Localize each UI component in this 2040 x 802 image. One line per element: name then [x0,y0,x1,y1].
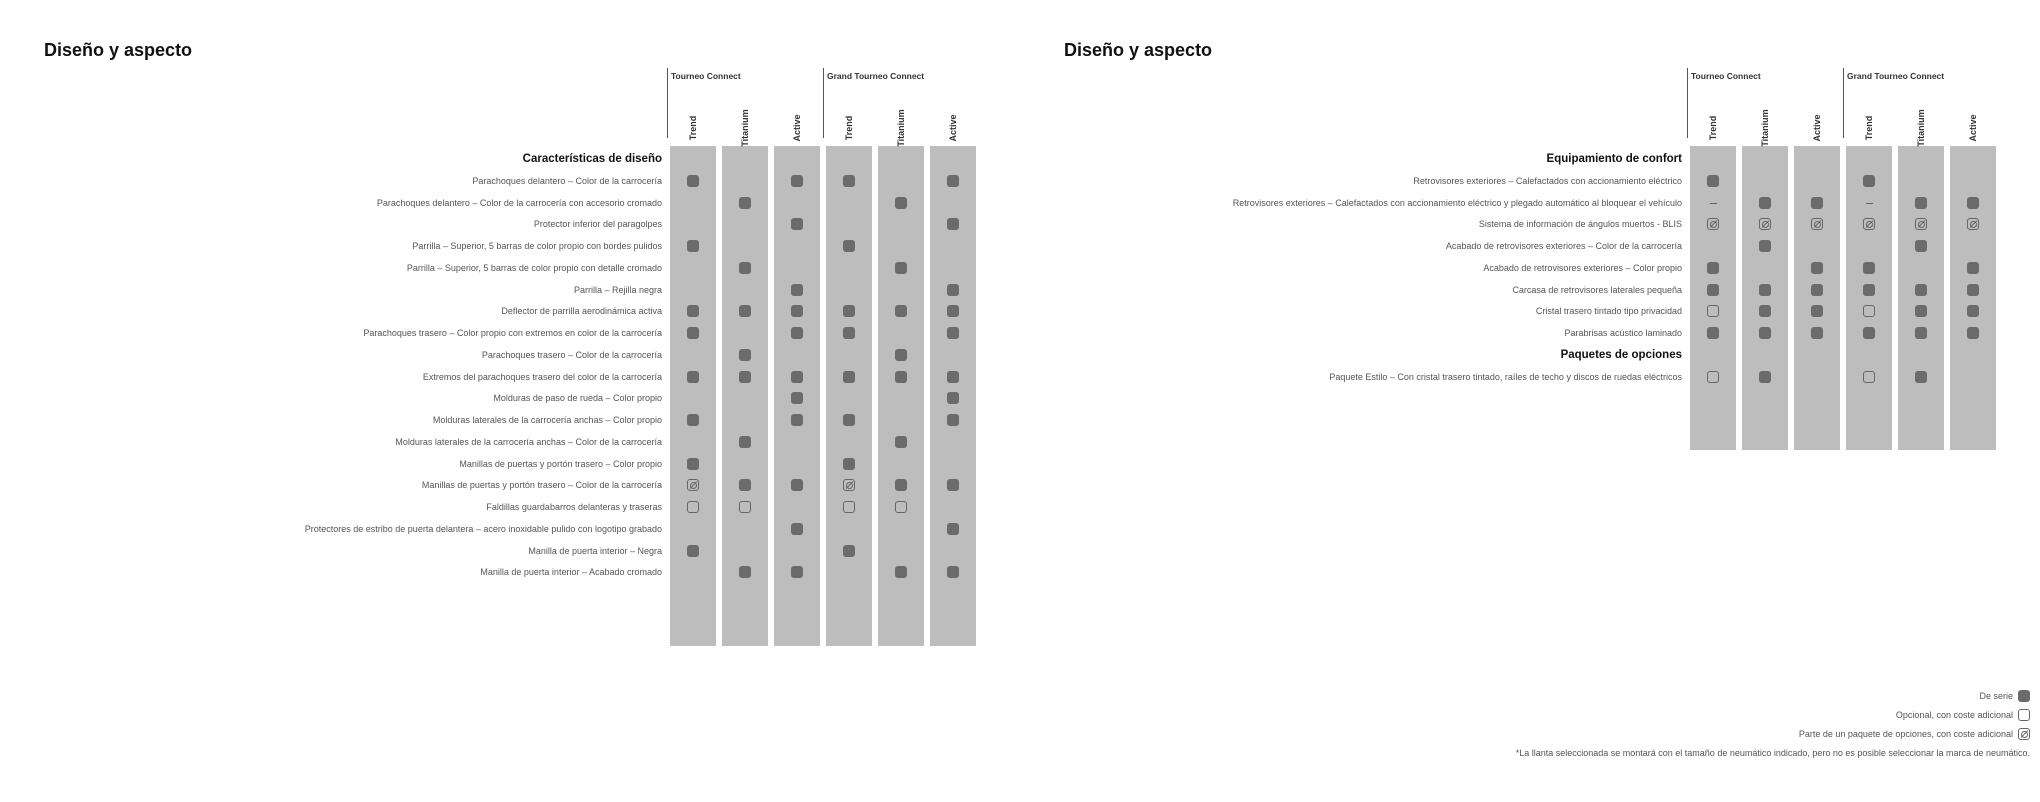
feature-label: Manillas de puertas y portón trasero – Color de la carrocería [421,480,662,491]
legend-standard-label: De serie [1979,691,2013,701]
feature-label: Manilla de puerta interior – Negra [528,545,662,556]
standard-icon [2018,690,2030,702]
standard-icon [895,262,907,274]
standard-icon [843,458,855,470]
standard-icon [687,458,699,470]
standard-icon [739,262,751,274]
standard-icon [1915,197,1927,209]
pack-icon [843,479,855,491]
standard-icon [1863,327,1875,339]
feature-label: Protector inferior del paragolpes [533,219,662,230]
trim-label: Active [948,114,958,142]
standard-icon [947,305,959,317]
optional-icon [2018,709,2030,721]
standard-icon [1967,197,1979,209]
standard-icon [895,436,907,448]
trim-label: Trend [844,115,854,141]
standard-icon [1967,305,1979,317]
pack-icon [2018,728,2030,740]
standard-icon [1967,327,1979,339]
standard-icon [895,479,907,491]
pack-icon [1915,218,1927,230]
group-label: Grand Tourneo Connect [1847,71,1945,81]
standard-icon [1759,305,1771,317]
standard-icon [843,175,855,187]
standard-icon [791,479,803,491]
standard-icon [1811,305,1823,317]
standard-icon [687,371,699,383]
standard-icon [895,305,907,317]
feature-label: Faldillas guardabarros delanteras y traseras [486,502,662,512]
group-label: Tourneo Connect [1691,71,1761,81]
standard-icon [1707,175,1719,187]
standard-icon [687,545,699,557]
standard-icon [947,392,959,404]
group-separator [823,68,824,138]
pack-icon [1811,218,1823,230]
feature-label: Molduras laterales de la carrocería anchas – Color de la carrocería [395,436,662,447]
standard-icon [1915,240,1927,252]
standard-icon [1707,284,1719,296]
standard-icon [739,349,751,361]
footnote: *La llanta seleccionada se montará con el tamaño de neumático indicado, pero no es posible seleccionar la marca de neumático. [1515,748,2030,758]
standard-icon [687,327,699,339]
standard-icon [947,371,959,383]
trim-column [1846,146,1892,450]
standard-icon [947,175,959,187]
standard-icon [1811,284,1823,296]
trim-label: Active [792,114,802,142]
feature-label: Molduras de paso de rueda – Color propio [493,393,662,404]
standard-icon [791,566,803,578]
trim-label: Trend [1864,115,1874,141]
standard-icon [791,284,803,296]
dash-icon [1710,203,1717,204]
standard-icon [739,479,751,491]
panel-right [1020,0,2030,802]
feature-label: Retrovisores exteriores – Calefactados con accionamiento eléctrico y plegado automático al bloquear el vehículo [1232,197,1682,208]
optional-icon [687,501,699,513]
standard-icon [1915,305,1927,317]
standard-icon [739,436,751,448]
optional-icon [739,501,751,513]
group-separator [1843,68,1844,138]
standard-icon [687,175,699,187]
trim-column [826,146,872,646]
standard-icon [843,371,855,383]
trim-label: Titanium [740,109,750,147]
section-heading: Características de diseño [522,153,662,165]
section-heading: Equipamiento de confort [1546,153,1682,165]
trim-label: Active [1968,114,1978,142]
standard-icon [843,327,855,339]
feature-label: Deflector de parrilla aerodinámica activa [501,306,662,317]
panel-title: Diseño y aspecto [1064,40,1213,60]
feature-label: Paquete Estilo – Con cristal trasero tintado, raíles de techo y discos de ruedas eléctricos [1329,371,1682,382]
feature-label: Manilla de puerta interior – Acabado cromado [480,567,662,578]
standard-icon [791,392,803,404]
trim-label: Trend [1708,115,1718,141]
optional-icon [1863,371,1875,383]
standard-icon [791,414,803,426]
feature-label: Parachoques delantero – Color de la carrocería [472,175,662,186]
feature-label: Extremos del parachoques trasero del color de la carrocería [422,371,662,382]
standard-icon [1707,262,1719,274]
standard-icon [1811,327,1823,339]
standard-icon [687,414,699,426]
standard-icon [947,284,959,296]
feature-label: Parabrisas acústico laminado [1564,328,1682,338]
pack-icon [1707,218,1719,230]
trim-label: Trend [688,115,698,141]
optional-icon [1863,305,1875,317]
standard-icon [947,566,959,578]
standard-icon [1863,284,1875,296]
standard-icon [687,305,699,317]
standard-icon [791,175,803,187]
standard-icon [843,240,855,252]
pack-icon [1967,218,1979,230]
standard-icon [895,349,907,361]
feature-label: Acabado de retrovisores exteriores – Color propio [1483,262,1682,273]
panel-title: Diseño y aspecto [44,40,193,60]
feature-label: Molduras laterales de la carrocería anchas – Color propio [432,415,662,425]
standard-icon [1759,240,1771,252]
standard-icon [1915,284,1927,296]
standard-icon [895,371,907,383]
trim-column [1950,146,1996,450]
legend-pack [1799,728,2030,740]
standard-icon [947,218,959,230]
group-separator [1687,68,1688,138]
standard-icon [843,545,855,557]
standard-icon [791,371,803,383]
trim-column [670,146,716,646]
feature-label: Parrilla – Superior, 5 barras de color propio con detalle cromado [406,262,662,273]
legend-optional [1896,709,2030,721]
standard-icon [1863,175,1875,187]
standard-icon [1759,371,1771,383]
standard-icon [791,305,803,317]
standard-icon [1707,327,1719,339]
feature-label: Parrilla – Superior, 5 barras de color propio con bordes pulidos [412,241,662,251]
standard-icon [947,479,959,491]
feature-label: Cristal trasero tintado tipo privacidad [1535,306,1682,317]
standard-icon [791,327,803,339]
panel-left [0,0,1010,802]
feature-label: Parachoques trasero – Color propio con extremos en color de la carrocería [363,328,662,338]
optional-icon [1707,305,1719,317]
trim-column [1794,146,1840,450]
standard-icon [1811,197,1823,209]
standard-icon [895,197,907,209]
feature-label: Sistema de información de ángulos muertos - BLIS [1478,219,1682,230]
optional-icon [843,501,855,513]
feature-label: Acabado de retrovisores exteriores – Color de la carrocería [1445,241,1682,251]
standard-icon [739,197,751,209]
standard-icon [1915,371,1927,383]
legend-pack-label: Parte de un paquete de opciones, con coste adicional [1798,729,2013,739]
feature-label: Manillas de puertas y portón trasero – Color propio [459,458,662,469]
standard-icon [947,523,959,535]
standard-icon [947,414,959,426]
trim-column [1690,146,1736,450]
standard-icon [1759,197,1771,209]
standard-icon [791,523,803,535]
standard-icon [791,218,803,230]
trim-label: Titanium [896,109,906,147]
standard-icon [1915,327,1927,339]
standard-icon [1759,284,1771,296]
standard-icon [1811,262,1823,274]
trim-column [1898,146,1944,450]
group-label: Grand Tourneo Connect [827,71,925,81]
trim-label: Titanium [1760,109,1770,147]
group-label: Tourneo Connect [671,71,741,81]
trim-column [1742,146,1788,450]
feature-label: Carcasa de retrovisores laterales pequeña [1512,284,1682,295]
standard-icon [843,414,855,426]
feature-label: Parachoques delantero – Color de la carrocería con accesorio cromado [376,197,662,208]
standard-icon [739,305,751,317]
standard-icon [843,305,855,317]
section-heading: Paquetes de opciones [1560,348,1682,361]
pack-icon [1759,218,1771,230]
legend-standard [1979,690,2030,702]
trim-label: Titanium [1916,109,1926,147]
dash-icon [1866,203,1873,204]
standard-icon [1863,262,1875,274]
group-separator [667,68,668,138]
standard-icon [1967,284,1979,296]
standard-icon [947,327,959,339]
pack-icon [687,479,699,491]
feature-label: Parachoques trasero – Color de la carrocería [481,349,662,360]
standard-icon [739,566,751,578]
legend-optional-label: Opcional, con coste adicional [1895,710,2013,720]
feature-label: Protectores de estribo de puerta delantera – acero inoxidable pulido con logotipo grabado [304,523,662,534]
standard-icon [1759,327,1771,339]
pack-icon [1863,218,1875,230]
feature-label: Parrilla – Rejilla negra [573,284,662,295]
feature-label: Retrovisores exteriores – Calefactados con accionamiento eléctrico [1413,175,1682,186]
standard-icon [687,240,699,252]
optional-icon [1707,371,1719,383]
standard-icon [739,371,751,383]
standard-icon [1967,262,1979,274]
trim-label: Active [1812,114,1822,142]
optional-icon [895,501,907,513]
standard-icon [895,566,907,578]
